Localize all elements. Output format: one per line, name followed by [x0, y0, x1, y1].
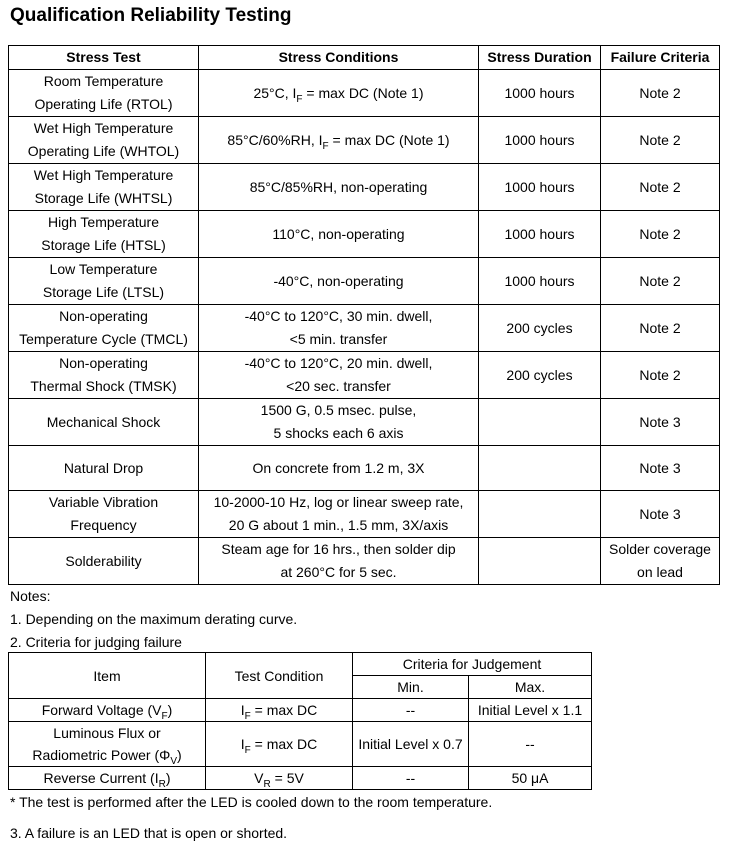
- failure-criteria-cell: Note 3: [601, 446, 720, 491]
- stress-duration-cell: [479, 491, 601, 538]
- page-title: Qualification Reliability Testing: [10, 5, 292, 26]
- stress-conditions-cell: Steam age for 16 hrs., then solder dip at 260°C for 5 sec.: [199, 538, 479, 585]
- table-row: [9, 491, 720, 538]
- header-stress-test: Stress Test: [9, 46, 199, 70]
- stress-conditions-cell: 10-2000-10 Hz, log or linear sweep rate, 20 G about 1 min., 1.5 mm, 3X/axis: [199, 491, 479, 538]
- failure-criteria-cell: Note 2: [601, 258, 720, 305]
- stress-duration-cell: [479, 446, 601, 491]
- min-cell: Initial Level x 0.7: [353, 722, 469, 767]
- stress-conditions-cell: -40°C to 120°C, 20 min. dwell, <20 sec. transfer: [199, 352, 479, 399]
- stress-conditions-cell: -40°C to 120°C, 30 min. dwell, <5 min. transfer: [199, 305, 479, 352]
- stress-test-cell: High Temperature Storage Life (HTSL): [9, 211, 199, 258]
- stress-test-cell: Natural Drop: [9, 446, 199, 491]
- stress-conditions-cell: 25°C, $I_F = \max$ DC (Note 1): [199, 70, 479, 117]
- note-2: 2. Criteria for judging failure: [10, 634, 182, 650]
- header-min: Min.: [353, 676, 469, 699]
- test-condition-cell: $I_F = \max$ DC: [206, 699, 353, 722]
- stress-duration-cell: [479, 538, 601, 585]
- stress-test-cell: Room Temperature Operating Life (RTOL): [9, 70, 199, 117]
- item-cell: Luminous Flux or Radiometric Power $(\Phi_V)$: [9, 722, 206, 767]
- stress-test-cell: Variable Vibration Frequency: [9, 491, 199, 538]
- table-row: [9, 446, 720, 491]
- stress-table-header: [9, 46, 720, 70]
- table-row: [9, 211, 720, 258]
- min-cell: --: [353, 699, 469, 722]
- header-criteria-judgement: Criteria for Judgement: [353, 653, 592, 676]
- table-row: [9, 399, 720, 446]
- table-row: [9, 722, 592, 767]
- max-cell: Initial Level x 1.1: [469, 699, 592, 722]
- table-row: [9, 305, 720, 352]
- header-item: Item: [9, 653, 206, 699]
- stress-test-cell: Solderability: [9, 538, 199, 585]
- failure-criteria-cell: Note 2: [601, 70, 720, 117]
- table-row: [9, 767, 592, 790]
- stress-test-table: [8, 45, 720, 585]
- stress-test-cell: Low Temperature Storage Life (LTSL): [9, 258, 199, 305]
- stress-test-cell: Mechanical Shock: [9, 399, 199, 446]
- stress-duration-cell: 200 cycles: [479, 352, 601, 399]
- item-cell: Forward Voltage $(V_F)$: [9, 699, 206, 722]
- note-1: 1. Depending on the maximum derating curve.: [10, 611, 298, 627]
- stress-conditions-cell: On concrete from 1.2 m, 3X: [199, 446, 479, 491]
- stress-conditions-cell: 85°C/60%RH, $I_F = \max$ DC (Note 1): [199, 117, 479, 164]
- table-row: [9, 164, 720, 211]
- failure-criteria-cell: Note 3: [601, 491, 720, 538]
- test-condition-cell: $I_F = \max$ DC: [206, 722, 353, 767]
- stress-conditions-cell: 1500 G, 0.5 msec. pulse, 5 shocks each 6 axis: [199, 399, 479, 446]
- header-stress-duration: Stress Duration: [479, 46, 601, 70]
- failure-criteria-cell: Note 2: [601, 164, 720, 211]
- header-stress-conditions: Stress Conditions: [199, 46, 479, 70]
- note-3: 3. A failure is an LED that is open or shorted.: [10, 825, 288, 841]
- criteria-header-row: [9, 653, 592, 676]
- table-row: [9, 70, 720, 117]
- failure-criteria-cell: Note 2: [601, 211, 720, 258]
- table-row: [9, 538, 720, 585]
- footnote: * The test is performed after the LED is cooled down to the room temperature.: [10, 794, 493, 810]
- table-row: [9, 117, 720, 164]
- stress-duration-cell: 1000 hours: [479, 164, 601, 211]
- failure-criteria-cell: Note 2: [601, 305, 720, 352]
- stress-duration-cell: [479, 399, 601, 446]
- max-cell: 50 μA: [469, 767, 592, 790]
- table-row: [9, 352, 720, 399]
- failure-criteria-table: [8, 652, 592, 790]
- item-cell: Reverse Current $(I_R)$: [9, 767, 206, 790]
- stress-conditions-cell: -40°C, non-operating: [199, 258, 479, 305]
- failure-criteria-cell: Solder coverage on lead: [601, 538, 720, 585]
- failure-criteria-cell: Note 2: [601, 117, 720, 164]
- stress-duration-cell: 200 cycles: [479, 305, 601, 352]
- header-test-condition: Test Condition: [206, 653, 353, 699]
- stress-duration-cell: 1000 hours: [479, 258, 601, 305]
- stress-conditions-cell: 85°C/85%RH, non-operating: [199, 164, 479, 211]
- table-row: [9, 258, 720, 305]
- max-cell: --: [469, 722, 592, 767]
- test-condition-cell: $V_R = 5V$: [206, 767, 353, 790]
- stress-duration-cell: 1000 hours: [479, 211, 601, 258]
- stress-duration-cell: 1000 hours: [479, 70, 601, 117]
- header-max: Max.: [469, 676, 592, 699]
- failure-criteria-cell: Note 3: [601, 399, 720, 446]
- stress-duration-cell: 1000 hours: [479, 117, 601, 164]
- failure-criteria-cell: Note 2: [601, 352, 720, 399]
- notes-heading: Notes:: [10, 588, 51, 604]
- header-failure-criteria: Failure Criteria: [601, 46, 720, 70]
- stress-test-cell: Non-operating Temperature Cycle (TMCL): [9, 305, 199, 352]
- stress-test-cell: Wet High Temperature Storage Life (WHTSL): [9, 164, 199, 211]
- table-row: [9, 699, 592, 722]
- stress-test-cell: Wet High Temperature Operating Life (WHTOL): [9, 117, 199, 164]
- min-cell: --: [353, 767, 469, 790]
- stress-conditions-cell: 110°C, non-operating: [199, 211, 479, 258]
- stress-test-cell: Non-operating Thermal Shock (TMSK): [9, 352, 199, 399]
